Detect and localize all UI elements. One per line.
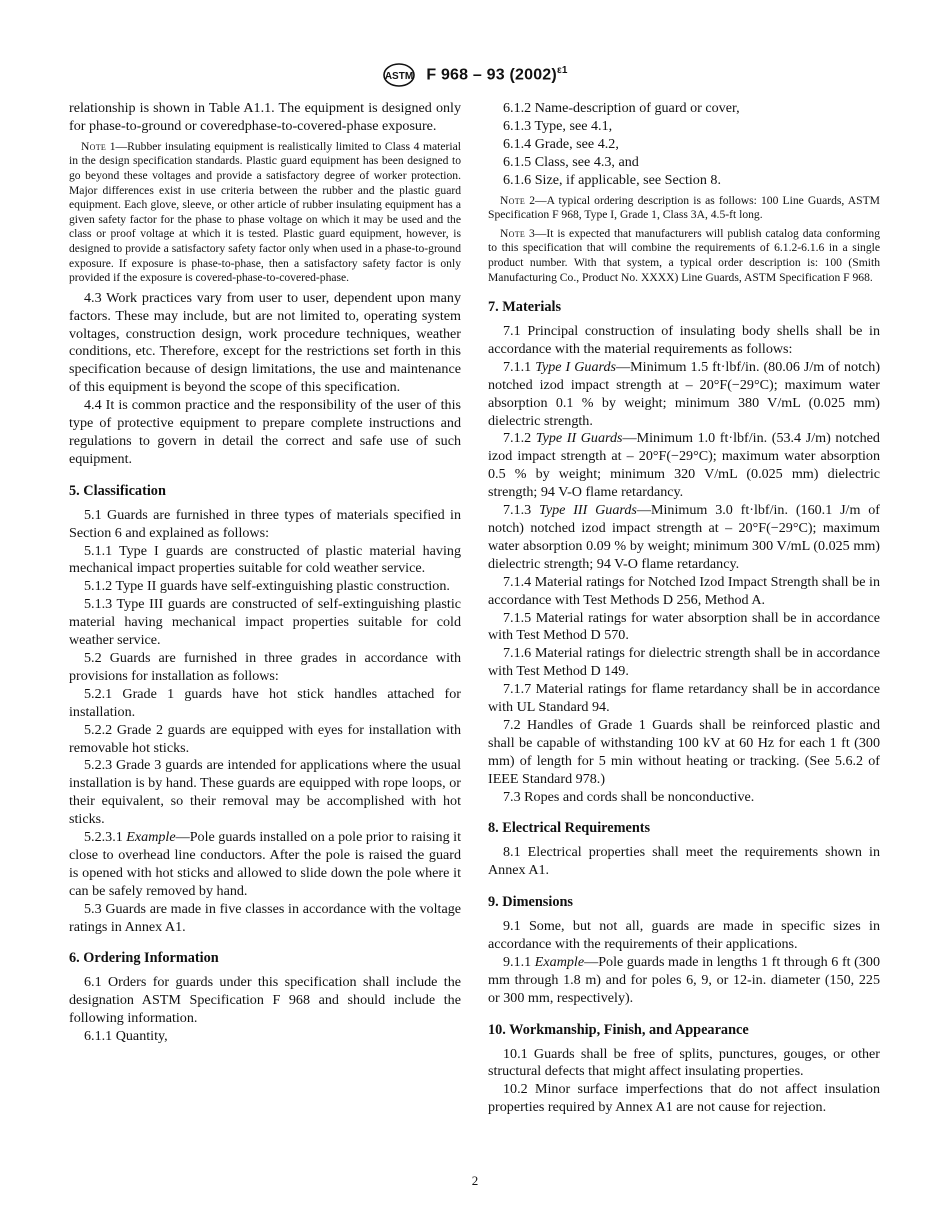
paragraph-4-3: 4.3 Work practices vary from user to user, dependent upon many factors. These may include, but are not limited to, operating system voltages, construction design, work procedure techniques, weather conditions, etc. Therefore, except for the restrictions set forth in this specification because of design limitations, the use and maintenance of this equipment is beyond the scope of this specification. (69, 289, 461, 396)
section-heading-5: 5. Classification (69, 482, 166, 499)
paragraph-10-1: 10.1 Guards shall be free of splits, punctures, gouges, or other structural defects that might affect insulating properties. (488, 1045, 880, 1080)
paragraph-5-1-2: 5.1.2 Type II guards have self-extinguishing plastic construction. (84, 578, 450, 595)
paragraph-7-2: 7.2 Handles of Grade 1 Guards shall be reinforced plastic and shall be capable of withstanding 100 kV at 60 Hz for each 1 ft (300 mm) of length for 5 min without heating or tracking. (See 5.6.2 of IEEE Standard 978.) (488, 716, 880, 787)
paragraph-6-1-4: 6.1.4 Grade, see 4.2, (503, 135, 619, 152)
paragraph: relationship is shown in Table A1.1. The equipment is designed only for phase-to-ground or coveredphase-to-covered-phase exposure. (69, 100, 461, 134)
right-column (488, 100, 880, 1117)
paragraph-5-2-2: 5.2.2 Grade 2 guards are equipped with eyes for installation with removable hot sticks. (69, 721, 461, 756)
paragraph-8-1: 8.1 Electrical properties shall meet the requirements shown in Annex A1. (488, 844, 880, 879)
paragraph-6-1-2: 6.1.2 Name-description of guard or cover, (503, 100, 740, 116)
paragraph-6-1-1: 6.1.1 Quantity, (84, 1028, 168, 1045)
paragraph-6-1-5: 6.1.5 Class, see 4.3, and (503, 153, 639, 170)
section-heading-9: 9. Dimensions (488, 894, 573, 911)
left-column (69, 100, 461, 1046)
paragraph-7-1-3: 7.1.3 Type III Guards—Minimum 3.0 ft·lbf/in. (160.1 J/m of notch) notched izod impact strength at – 20°F(−29°C); maximum water absorption 0.09 % by weight; minimum 300 V/mL (0.025 mm) dielectric strength; 94 V-O flame retardancy. (488, 502, 881, 572)
paragraph-7-1-4: 7.1.4 Material ratings for Notched Izod Impact Strength shall be in accordance with Test Methods D 256, Method A. (488, 573, 880, 608)
paragraph-7-1-5: 7.1.5 Material ratings for water absorption shall be in accordance with Test Method D 570. (488, 609, 880, 644)
paragraph-5-1-3: 5.1.3 Type III guards are constructed of self-extinguishing plastic material having mechanical impact properties suitable for cold weather service. (69, 596, 461, 649)
paragraph-7-1-2: 7.1.2 Type II Guards—Minimum 1.0 ft·lbf/in. (53.4 J/m) notched izod impact strength at – 20°F(−29°C); maximum water absorption 0.5 % by weight; minimum 320 V/mL (0.025 mm) dielectric strength; 94 V-O flame retardancy. (488, 430, 880, 501)
paragraph-4-4: 4.4 It is common practice and the responsibility of the user of this type of protective equipment to prepare complete instructions and regulations to govern in detail the correct and safe use of such equipment. (69, 397, 461, 467)
paragraph-7-1-7: 7.1.7 Material ratings for flame retardancy shall be in accordance with UL Standard 94. (488, 681, 880, 716)
note-3: Note 3—It is expected that manufacturers will publish catalog data conforming to this specification that will combine the requirements of 6.1.2-6.1.6 in a single product number. With that system, a typical order description is: 100 (Smith Manufacturing Co., Product No. XXXX) Line Guards, ASTM Specification F 968. (488, 226, 880, 284)
paragraph-10-2: 10.2 Minor surface imperfections that do not affect insulation properties required by Annex A1 are not cause for rejection. (488, 1081, 880, 1116)
svg-text:ASTM: ASTM (385, 71, 414, 82)
note-2: Note 2—A typical ordering description is as follows: 100 Line Guards, ASTM Specification F 968, Type I, Grade 1, Class 3A, 4.5-ft long. (488, 193, 880, 222)
paragraph-7-1: 7.1 Principal construction of insulating body shells shall be in accordance with the material requirements as follows: (488, 323, 880, 357)
paragraph-5-1: 5.1 Guards are furnished in three types of materials specified in Section 6 and explained as follows: (69, 506, 461, 541)
paragraph-7-3: 7.3 Ropes and cords shall be nonconductive. (503, 788, 755, 805)
paragraph-9-1-1: 9.1.1 Example—Pole guards made in lengths 1 ft through 6 ft (300 mm through 1.8 m) and for poles 6, 9, or 12-in. diameter (150, 225 or 300 mm, respectively). (488, 953, 880, 1006)
paragraph-5-1-1: 5.1.1 Type I guards are constructed of plastic material having mechanical impact properties suitable for cold weather service. (69, 542, 461, 577)
paragraph-7-1-6: 7.1.6 Material ratings for dielectric strength shall be in accordance with Test Method D 149. (488, 645, 880, 680)
note-1: Note 1—Rubber insulating equipment is realistically limited to Class 4 material in the design specification standards. Plastic guard equipment has been designed to go beyond these voltages and provide a satisfactory degree of worker protection. Major differences exist in use criteria between the rubber and the plastic guard equipment. Each glove, sleeve, or other article of rubber insulating equipment has a given safety factor for the phase to phase voltage on which it may be used and the class or proof voltage at which it is tested. Plastic guard equipment, however, is designed to provide a satisfactory safety factor only when used in a phase-to-ground exposure. If exposure is phase-to-phase, then a satisfactory safety factor is only provided if the exposure is covered-phase-to-covered-phase. (69, 139, 461, 285)
section-heading-10: 10. Workmanship, Finish, and Appearance (488, 1021, 749, 1038)
section-heading-7: 7. Materials (488, 299, 562, 316)
page-header (0, 62, 950, 88)
paragraph-5-2-3: 5.2.3 Grade 3 guards are intended for applications where the usual installation is by hand. These guards are equipped with rope loops, or their equivalent, so their removal may be accomplished with hot sticks. (69, 757, 461, 828)
section-heading-6: 6. Ordering Information (69, 950, 219, 967)
paragraph-5-3: 5.3 Guards are made in five classes in accordance with the voltage ratings in Annex A1. (69, 900, 461, 935)
paragraph-7-1-1: 7.1.1 Type I Guards—Minimum 1.5 ft·lbf/in. (80.06 J/m of notch) notched izod impact strength at – 20°F(−29°C); maximum water absorption 0.1 % by weight; minimum 380 V/mL (0.025 mm) dielectric strength. (488, 358, 881, 429)
paragraph-5-2: 5.2 Guards are furnished in three grades in accordance with provisions for installation as follows: (69, 649, 461, 684)
paragraph-6-1: 6.1 Orders for guards under this specification shall include the designation ASTM Specification F 968 and should include the following information. (69, 974, 461, 1027)
paragraph-6-1-6: 6.1.6 Size, if applicable, see Section 8. (503, 171, 721, 188)
paragraph-9-1: 9.1 Some, but not all, guards are made in specific sizes in accordance with the requirements of their applications. (488, 918, 880, 952)
section-heading-8: 8. Electrical Requirements (488, 820, 651, 837)
paragraph-5-2-1: 5.2.1 Grade 1 guards have hot stick handles attached for installation. (69, 685, 461, 720)
page-number: 2 (471, 1173, 479, 1188)
document-designation: F 968 – 93 $(2002)^{\varepsilon 1}$ (426, 65, 568, 84)
astm-logo-icon (382, 62, 416, 88)
paragraph-5-2-3-1: 5.2.3.1 Example—Pole guards installed on a pole prior to raising it close to overhead line conductors. After the pole is raised the guard is opened with hot sticks and allowed to slide down the pole where it can be safely removed by hand. (69, 829, 462, 899)
paragraph-6-1-3: 6.1.3 Type, see 4.1, (503, 117, 613, 134)
